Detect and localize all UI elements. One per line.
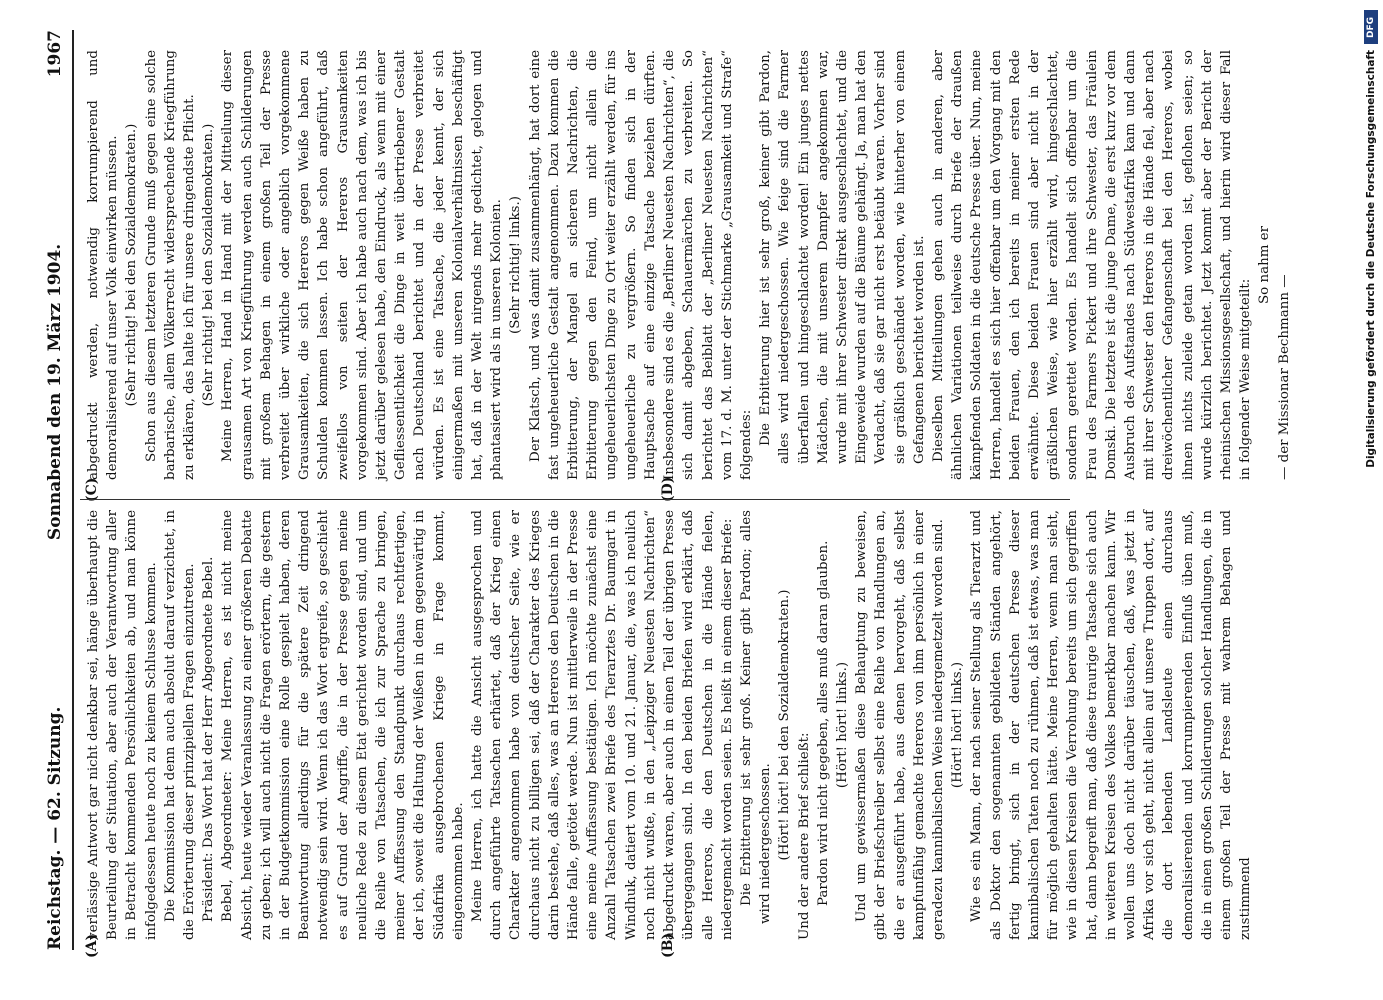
paragraph: Und der andere Brief schließt: (796, 732, 812, 940)
paragraph: Und um gewissermaßen diese Behauptung zu beweisen, gibt der Briefschreiber selbst eine Reihe von Handlungen an, die er ausgeführt habe, aus denen hervorgeht, daß selbst kampfunfähig gemachte Hereros von ihm persönlich in einer geradezu kannibalischen Weise niedergemetzelt worden sind. (854, 510, 946, 940)
margin-marker-a: (A) (84, 933, 100, 958)
dfg-logo: DFG (1364, 10, 1378, 44)
page-header (40, 30, 70, 950)
paragraph: Dieselben Mitteilungen gehen auch in anderen, aber ähnlichen Variationen teilweise durch Briefe der draußen kämpfenden Soldaten in die deutsche Presse über. Nun, meine Herren, handelt es sich hier offenbar um den Vorgang mit den beiden Frauen, den ich bereits in meiner ersten Rede erwähnte. Diese beiden Frauen sind aber nicht in der gräßlichen Weise, wie hier erzählt wird, hingeschlachtet, sondern gerettet worden. Es handelt sich offenbar um die Frau des Farmers Pickert und ihre Schwester, das Fräulein Domski. Die letztere ist die junge Dame, die erst kurz vor dem Ausbruch des Aufstandes nach Südwestafrika kam und dann mit ihrer Schwester den Hereros in die Hände fiel, aber nach dreiwöchentlicher Gefangenschaft bei den Hereros, wobei ihnen nichts zuleide getan worden ist, geflohen seien; so wurde kürzlich berichtet. Jetzt kommt aber der Bericht der rheinischen Missionsgesellschaft, und hierin wird dieser Fall in folgender Weise mitgeteilt: (930, 50, 1254, 480)
interjection: (Hört! hört! links.) (834, 661, 850, 789)
paragraph: Bebel, Abgeordneter: Meine Herren, es ist nicht meine Absicht, heute wieder Veranlassung zu einer größeren Debatte zu geben; ich will auch nicht die Fragen erörtern, die gestern in der Budgetkommission eine Rolle gespielt haben, deren Beantwortung allerdings für die spätere Zeit dringend notwendig sein wird. Wenn ich das Wort ergreife, so geschieht es auf Grund der Angriffe, die in der Presse gegen meine neuliche Rede zu diesem Etat gerichtet worden sind, und um die Reihe von Tatsachen, die ich zur Sprache zu bringen, meiner Auffassung den Standpunkt durchaus rechtfertigen, der ich, soweit die Haltung der Weißen in dem gegenwärtig in Südafrika ausgebrochenen Kriege in Frage kommt, eingenommen habe. (220, 510, 466, 940)
quote: Pardon wird nicht gegeben, alles muß daran glauben. (815, 540, 831, 906)
paragraph: Wie es ein Mann, der nach seiner Stellung als Tierarzt und als Doktor den sogenannten gebildeten Ständen angehört, fertig bringt, sich in der deutschen Presse dieser kannibalischen Taten noch zu rühmen, daß ist etwas, was man für möglich gehalten hätte. Meine Herren, wenn man sieht, wie in diesen Kreisen die Verrohung bereits um sich gegriffen hat, dann begreift man, daß diese traurige Tatsache sich auch in weiteren Kreisen des Volkes bemerkbar machen kann. Wir wollen uns doch nicht darüber täuschen, daß, was jetzt in Afrika vor sich geht, nicht allein auf unsere Truppen dort, auf die dort lebenden Landsleute einen durchaus demoralisierenden und korrumpierenden Einfluß üben muß, die in einen großen Schilderungen solcher Handlungen, die in einem großen Teil der Presse mit wahrem Behagen und zustimmend (969, 510, 1254, 940)
quote: Die Erbitterung ist sehr groß. Keiner gibt Pardon; alles wird niedergeschossen. (738, 510, 774, 924)
paragraph: verlässige Antwort gar nicht denkbar sei, hänge überhaupt die Beurteilung der Situation, aber auch der Verantwortung aller in Betracht kommenden Persönlichkeiten ab, und man könne infolgedessen heute noch zu keinem Schlusse kommen. (86, 510, 159, 940)
paragraph: So nahm er (1257, 226, 1273, 305)
paragraph: Schon aus diesem letzteren Grunde muß gegen eine solche barbarische, allem Völkerrecht widersprechende Kriegführung zu erklären, das halte ich für unsere dringendste Pflicht. (143, 50, 198, 480)
margin-marker-b: (B) (660, 932, 676, 958)
paragraph: Der Klatsch, und was damit zusammenhängt, hat dort eine fast ungeheuerliche Gestalt angenommen. Dazu kommen die Erbitterung, der Mangel an sicheren Nachrichten, die Erbitterung gegen den Feind, um nicht allein die ungeheuerlichsten Dinge zu Ort weiter erzählt werden, für ins ungeheuerliche zu vergrößern. So finden sich in der Hauptsache auf eine einzige Tatsache beziehen dürften. Insbesondere sind es die „Berliner Neuesten Nachrichten“, die sich damit abgeben, Schauermärchen zu verbreiten. So berichtet das Beiblatt der „Berliner Neuesten Nachrichten“ vom 17. d. M. unter der Stichmarke „Grausamkeit und Strafe“ folgendes: (527, 50, 754, 480)
rotated-document-page (40, 20, 1330, 960)
header-left: Reichstag. — 62. Sitzung. (45, 706, 65, 950)
paragraph: Die Kommission hat denn auch absolut darauf verzichtet, in die Erörterung dieser prinzipiellen Fragen einzutreten. (162, 510, 198, 940)
digitization-credit (1363, 10, 1379, 990)
margin-marker-c: (C) (84, 477, 100, 502)
credit-text: Digitalisierung gefördert durch die Deutsche Forschungsgemeinschaft (1365, 50, 1377, 468)
header-rule (72, 30, 74, 950)
interjection: (Sehr richtig! bei den Sozialdemokraten.) (201, 123, 217, 407)
paragraph: — der Missionar Bechmann — (1276, 274, 1292, 480)
interjection: (Sehr richtig! links.) (508, 196, 524, 334)
right-column (84, 50, 1294, 480)
interjection: (Hört! hört! links.) (950, 661, 966, 789)
paragraph: abgedruckt werden, notwendig korrumpierend und demoralisierend auf unser Volk einwirken müssen. (86, 50, 121, 480)
margin-marker-d: (D) (660, 476, 676, 502)
page-number: 1967 (45, 30, 65, 78)
interjection: (Hört! hört! bei den Sozialdemokraten.) (777, 589, 793, 861)
left-column (84, 510, 1255, 940)
column-divider (80, 499, 1070, 500)
paragraph: Präsident: Das Wort hat der Herr Abgeordnete Bebel. (201, 556, 217, 922)
quote: Die Erbitterung hier ist sehr groß, keiner gibt Pardon, alles wird niedergeschossen. Wie feige sind die Farmer überfallen und hingeschlachtet worden! Ein junges nettes Mädchen, die mit unserem Dampfer angekommen war, wurde mit ihrer Schwester direkt ausgeschlachtet, und die Eingeweide wurden auf die Bäume gehängt. Ja, man hat den Verdacht, daß sie gar nicht erst betäubt waren. Vorher sind sie gräßlich geschändet worden, wie hinterher von einem Gefangenen berichtet worden ist. (758, 50, 927, 464)
interjection: (Sehr richtig! bei den Sozialdemokraten.) (124, 123, 140, 407)
paragraph: Meine Herren, ich hatte die Ansicht ausgesprochen und durch angeführte Tatsachen erhärtet, daß der Krieg einen Charakter angenommen habe von deutscher Seite, wie er durchaus nicht zu billigen sei, daß der Charakter des Krieges darin bestehe, daß alles, was an Hereros den Deutschen in die Hände falle, getötet werde. Nun ist mittlerweile in der Presse eine meine Auffassung bestätigen. Ich möchte zunächst eine Anzahl Tatsachen zwei Briefe des Tierarztes Dr. Baumgart in Windhuk, datiert vom 10. und 21. Januar, die, was ich neulich noch nicht wußte, in den „Leipziger Neuesten Nachrichten“ abgedruckt waren, aber auch in einen Teil der übrigen Presse übergegangen sind. In den beiden Briefen wird erklärt, daß alle Hereros, die den Deutschen in die Hände fielen, niedergemacht worden seien. Es heißt in einem dieser Briefe: (470, 510, 735, 940)
paragraph: Meine Herren, Hand in Hand mit der Mitteilung dieser grausamen Art von Kriegführung werden auch Schilderungen mit großem Behagen in einem großen Teil der Presse verbreitet über wirkliche oder angeblich vorgekommene Grausamkeiten, die sich Hereros gegen Weiße haben zu Schulden kommen lassen. Ich habe schon angeführt, daß zweifellos von seiten der Hereros Grausamkeiten vorgekommen sind. Aber ich habe auch nach dem, was ich bis jetzt darüber gelesen habe, den Eindruck, als wenn mit einer Gefliessentlichkeit die Dinge in weit übertriebener Gestalt nach Deutschland berichtet und in der Presse verbreitet würden. Es ist eine Tatsache, die jeder kennt, der sich einigermaßen mit unseren Kolonialverhältnissen beschäftigt hat, daß in der Welt nirgends mehr gedichtet, gelogen und phantasiert wird als in unseren Kolonien. (220, 50, 505, 480)
header-date: Sonnabend den 19. März 1904. (45, 243, 65, 541)
